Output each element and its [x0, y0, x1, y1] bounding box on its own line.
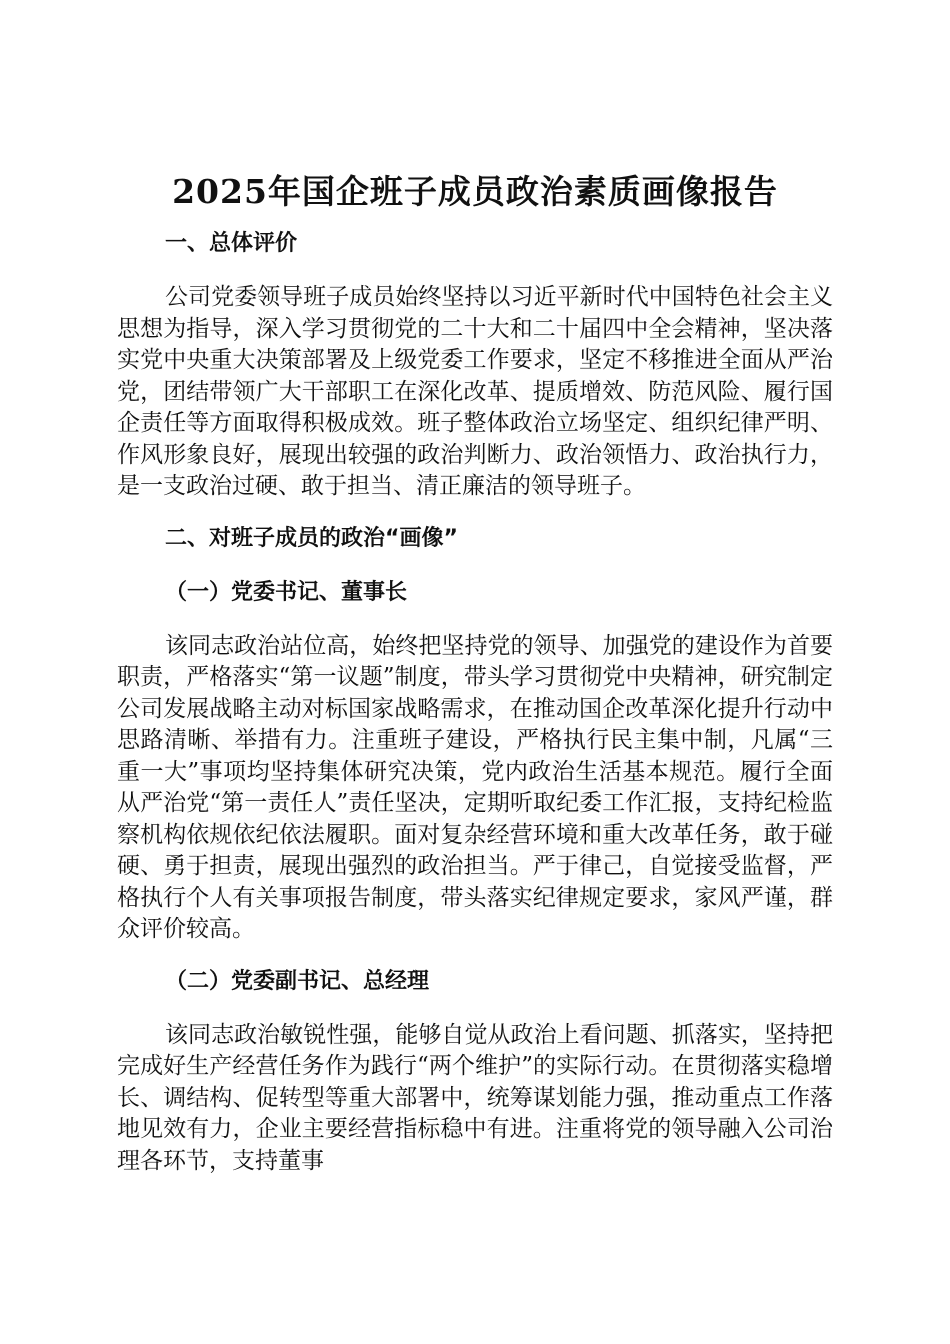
- section-heading-overall-evaluation: 一、总体评价: [165, 231, 298, 256]
- subsection-heading-party-secretary: （一）党委书记、董事长: [165, 579, 408, 605]
- document-body: [117, 166, 833, 1197]
- section-heading-member-portraits: 二、对班子成员的政治“画像”: [165, 525, 458, 551]
- document-title: 2025年国企班子成员政治素质画像报告: [172, 172, 778, 211]
- subsection-heading-general-manager: （二）党委副书记、总经理: [165, 968, 430, 994]
- paragraph-general-manager: 该同志政治敏锐性强，能够自觉从政治上看问题、抓落实，坚持把完成好生产经营任务作为践行“两个维护”的实际行动。在贯彻落实稳增长、调结构、促转型等重大部署中，统筹谋划能力强，推动重点工作落地见效有力，企业主要经营指标稳中有进。注重将党的领导融入公司治理各环节，支持董事: [117, 1021, 833, 1174]
- paragraph-overall-evaluation: 公司党委领导班子成员始终坚持以习近平新时代中国特色社会主义思想为指导，深入学习贯彻党的二十大和二十届四中全会精神，坚决落实党中央重大决策部署及上级党委工作要求，坚定不移推进全面从严治党，团结带领广大干部职工在深化改革、提质增效、防范风险、履行国企责任等方面取得积极成效。班子整体政治立场坚定、组织纪律严明、作风形象良好，展现出较强的政治判断力、政治领悟力、政治执行力，是一支政治过硬、敢于担当、清正廉洁的领导班子。: [117, 284, 833, 499]
- paragraph-party-secretary: 该同志政治站位高，始终把坚持党的领导、加强党的建设作为首要职责，严格落实“第一议题”制度，带头学习贯彻党中央精神，研究制定公司发展战略主动对标国家战略需求，在推动国企改革深化提升行动中思路清晰、举措有力。注重班子建设，严格执行民主集中制，凡属“三重一大”事项均坚持集体研究决策，党内政治生活基本规范。履行全面从严治党“第一责任人”责任坚决，定期听取纪委工作汇报，支持纪检监察机构依规依纪依法履职。面对复杂经营环境和重大改革任务，敢于碰硬、勇于担责，展现出强烈的政治担当。严于律己，自觉接受监督，严格执行个人有关事项报告制度，带头落实纪律规定要求，家风严谨，群众评价较高。: [117, 632, 833, 942]
